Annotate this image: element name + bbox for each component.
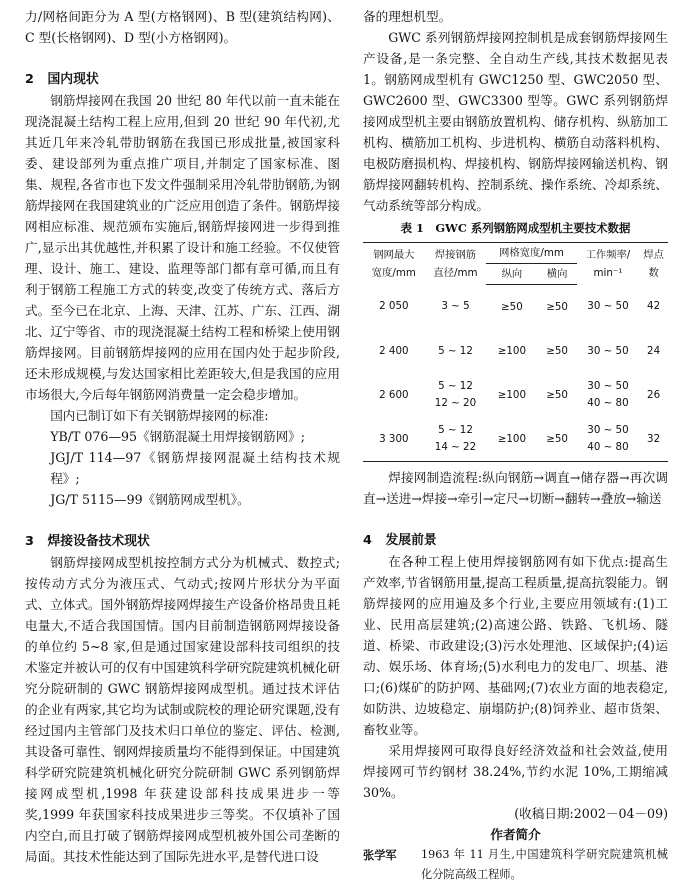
spacer: [25, 48, 340, 69]
header-bar-diameter: 焊接钢筋 直径/mm: [425, 243, 487, 285]
cell-width: 2 400: [379, 344, 409, 357]
section-number: 2: [25, 72, 34, 87]
left-column: [25, 6, 340, 867]
header-mesh-width: 网格宽度/mm: [486, 243, 576, 264]
cell-longitudinal: ≥100: [497, 344, 527, 357]
header-weld-points: 焊点 数: [639, 243, 668, 285]
paragraph-gwc-series: GWC 系列钢筋焊接网控制机是成套钢筋焊接网生产设备,是一条完整、全自动生产线,其技术数据见表 1。钢筋网成型机有 GWC1250 型、GWC2050 型、GWC2600 型、GWC3300 型等。GWC 系列钢筋焊接网成型机主要由钢筋放置机构、储存机构、纵筋加工机构、横筋加工机构、步进机构、横筋自动落料机构、电极防磨损机构、焊接机构、钢筋焊接网输送机构、钢筋焊接网翻转机构、控制系统、操作系统、冷却系统、气动系统等部分构成。: [363, 30, 668, 213]
section-title: 焊接设备技术现状: [47, 534, 150, 549]
table-row: [363, 417, 668, 462]
section-number: 4: [363, 533, 372, 548]
standard-item: JG/T 5115—99《钢筋网成型机》。: [50, 492, 250, 507]
right-column: [363, 6, 668, 885]
paragraph-advantages: 在各种工程上使用焊接钢筋网有如下优点:提高生产效率,节省钢筋用量,提高工程质量,提高抗裂能力。钢筋焊接网的应用遍及多个行业,主要应用领域有:(1)工业、民用高层建筑;(2)高速公路、铁路、飞机场、隧道、桥梁、市政建设;(3)污水处理池、区域保护;(4)运动、娱乐场、体育场;(5)水利电力的发电厂、坝基、港口;(6)煤矿的防护网、基础网;(7)农业方面的地表稳定,如防洪、边坡稳定、崩塌防护;(8)饲养业、超市货架、畜牧业等。: [363, 554, 668, 737]
cell-width: 3 300: [363, 417, 425, 462]
cell-longitudinal: ≥50: [501, 300, 523, 313]
table-row: [363, 285, 668, 330]
cell-diameter: 5 ~ 12: [438, 344, 473, 357]
spacer: [25, 510, 340, 531]
header-work-frequency: 工作频率/ min⁻¹: [577, 243, 639, 285]
paragraph-process-flow: 焊接网制造流程:纵向钢筋→调直→储存器→再次调直→送进→焊接→牵引→定尺→切断→翻转→叠放→输送: [363, 470, 668, 506]
standard-item: YB/T 076—95《钢筋混凝土用焊接钢筋网》;: [50, 429, 306, 444]
table-caption: 表 1 GWC 系列钢筋网成型机主要技术数据: [400, 221, 631, 235]
author-heading: 作者简介: [490, 827, 541, 842]
cell-diameter: 5 ~ 12 14 ~ 22: [425, 417, 487, 462]
paragraph-type-classification: 力/网格间距分为 A 型(方格钢网)、B 型(建筑结构网)、C 型(长格钢网)、D 型(小方格钢网)。: [25, 9, 340, 45]
cell-points: 24: [647, 344, 661, 357]
section-heading-domestic-status: [25, 69, 340, 90]
cell-transverse: ≥50: [546, 388, 568, 401]
cell-points: 32: [639, 417, 668, 462]
cell-diameter: 3 ~ 5: [441, 300, 470, 313]
paragraph-standards-intro: 国内已制订如下有关钢筋焊接网的标准:: [50, 408, 269, 423]
author-bio: [363, 845, 668, 885]
cell-longitudinal: ≥100: [497, 388, 527, 401]
section-heading-equipment-status: [25, 531, 340, 552]
paragraph-benefits: 采用焊接网可取得良好经济效益和社会效益,使用焊接网可节约钢材 38.24%,节约水泥 10%,工期缩减 30%。: [363, 743, 668, 800]
standard-item: JGJ/T 114—97《钢筋焊接网混凝土结构技术规程》;: [50, 450, 340, 486]
section-title: 发展前景: [385, 533, 437, 548]
header-transverse: 横向: [537, 264, 576, 285]
header-longitudinal: 纵向: [486, 264, 537, 285]
cell-width: 2 050: [379, 300, 409, 313]
spacer: [363, 509, 668, 530]
table-row: [363, 329, 668, 373]
author-name: 张学军: [363, 848, 397, 862]
header-max-width: 钢网最大 宽度/mm: [363, 243, 425, 285]
paragraph-domestic-status: 钢筋焊接网在我国 20 世纪 80 年代以前一直未能在现浇混凝土结构工程上应用,但到 20 世纪 90 年代初,尤其近几年来冷轧带肋钢筋在我国已形成批量,被国家科委、建设部列为重点推广项目,并制定了国家标准、图集、规程,各省市也下发文件强制采用冷轧带肋钢筋,为钢筋焊接网在我国建筑业的广泛应用创造了条件。钢筋焊接网相应标准、规范颁布实施后,钢筋焊接网进一步得到推广,显示出其优越性,并积累了设计和施工经验。不仅使管理、设计、施工、建设、监理等部门都有章可循,而且有利于钢筋工程施工方式的转变,改变了传统方式、落后方式。至今已在北京、上海、天津、江苏、广东、江西、湖北、辽宁等省、市的现浇混凝土结构工程和桥梁上使用钢筋焊接网。目前钢筋焊接网的应用在国内处于起步阶段,还未形成规模,与发达国家相比差距较大,但是我国的应用市场很大,今后每年钢筋网消费量一定会稳步增加。: [25, 93, 340, 402]
cell-transverse: ≥50: [537, 417, 576, 462]
section-title: 国内现状: [47, 72, 99, 87]
table-row: [363, 373, 668, 417]
cell-transverse: ≥50: [546, 344, 568, 357]
cell-frequency: 30 ~ 50: [587, 300, 629, 313]
author-description: 1963 年 11 月生,中国建筑科学研究院建筑机械化分院高级工程师。: [421, 848, 668, 881]
cell-diameter: 5 ~ 12 12 ~ 20: [434, 380, 477, 409]
cell-frequency: 30 ~ 50 40 ~ 80: [577, 417, 639, 462]
section-number: 3: [25, 534, 34, 549]
paragraph-equipment-status: 钢筋焊接网成型机按控制方式分为机械式、数控式;按传动方式分为液压式、气动式;按网片形状分为平面式、立体式。国外钢筋焊接网焊接生产设备价格昂贵且耗电量大,不适合我国国情。国内目前制造钢筋网焊接设备的单位约 5~8 家,但是通过国家建设部科技司组织的技术鉴定并被认可的仅有中国建筑科学研究院建筑机械化研究分院研制的 GWC 钢筋焊接网成型机。通过技术评估的企业有两家,其它均为试制或院校的理论研究课题,没有经过国内主管部门及技术归口单位的鉴定、评估、检测,其设备可靠性、钢网焊接质量均不能得到保证。中国建筑科学研究院建筑机械化研究分院研制 GWC 系列钢筋焊接网成型机,1998 年获建设部科技成果进步一等奖,1999 年获国家科技成果进步三等奖。不仅填补了国内空白,而且打破了钢筋焊接网成型机被外国公司垄断的局面。其技术性能达到了国际先进水平,是替代进口设: [25, 555, 340, 864]
cell-frequency: 30 ~ 50 40 ~ 80: [587, 380, 629, 409]
received-date: (收稿日期:2002－04－09): [514, 806, 668, 821]
cell-transverse: ≥50: [546, 300, 568, 313]
section-heading-prospects: [363, 530, 668, 551]
cell-width: 2 600: [379, 388, 409, 401]
tech-data-table: [363, 242, 668, 462]
cell-points: 42: [647, 300, 661, 313]
paragraph-continuation: 备的理想机型。: [363, 9, 452, 24]
cell-longitudinal: ≥100: [486, 417, 537, 462]
cell-points: 26: [647, 388, 661, 401]
cell-frequency: 30 ~ 50: [587, 344, 629, 357]
